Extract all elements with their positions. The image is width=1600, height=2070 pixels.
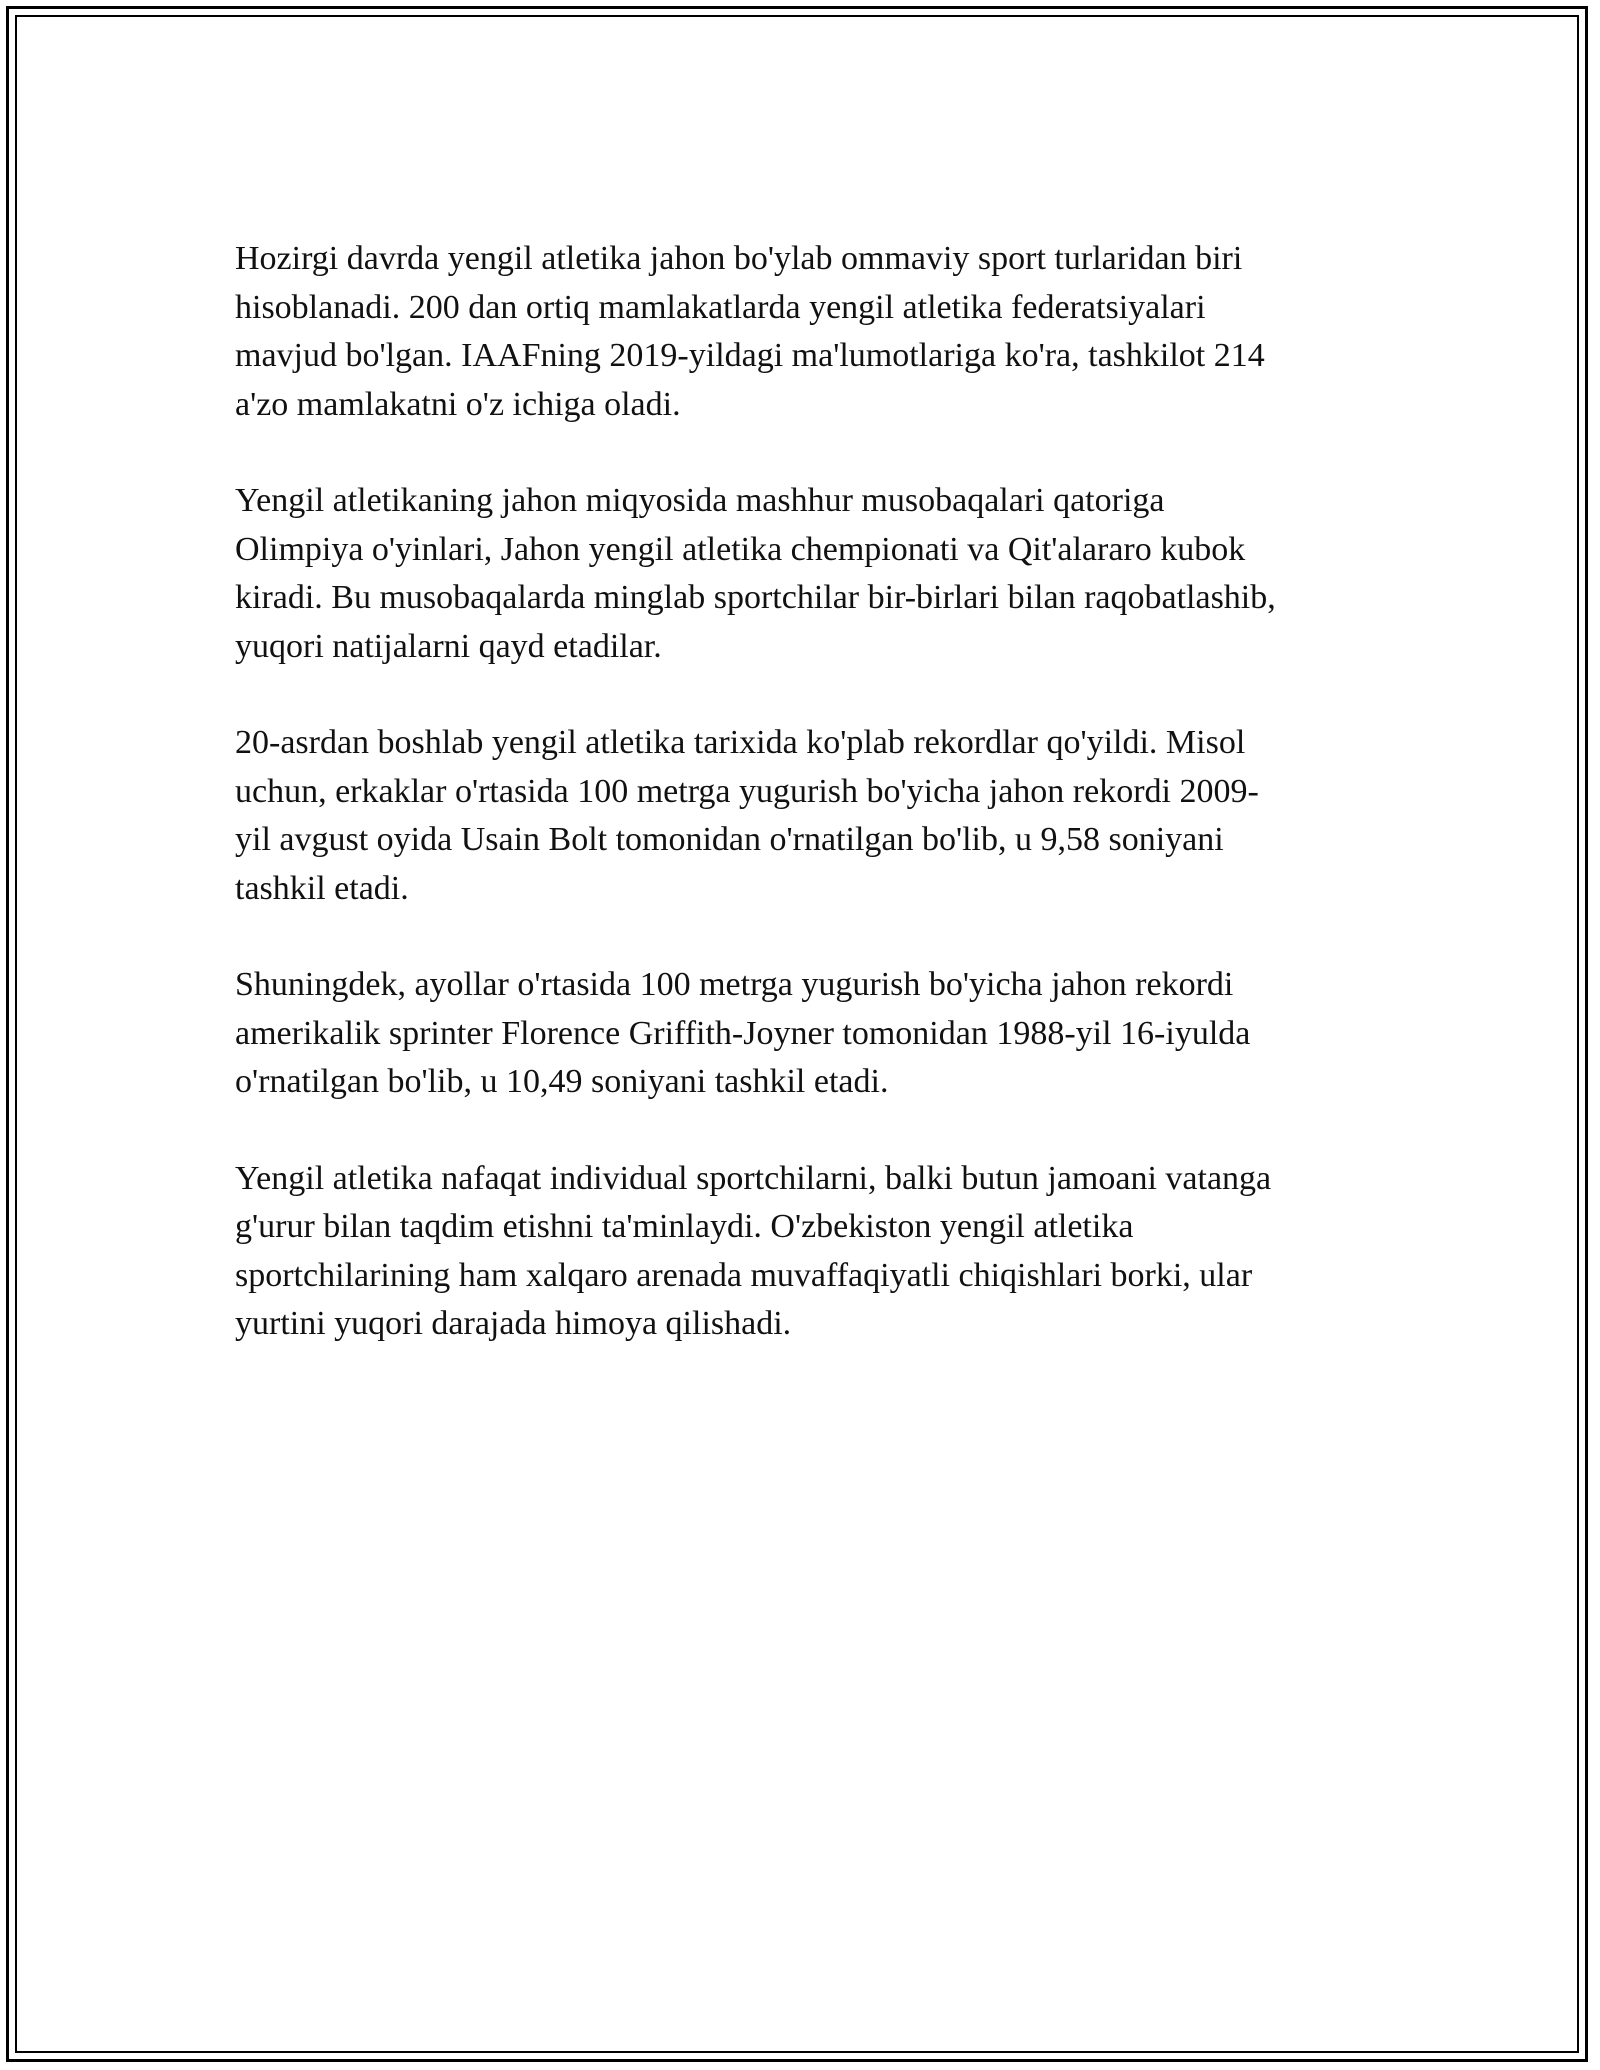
paragraph-1: Hozirgi davrda yengil atletika jahon bo'ylab ommaviy sport turlaridan biri hisoblanadi. 200 dan ortiq mamlakatlarda yengil atletika federatsiyalari mavjud bo'lgan. IAAFning 2019-yildagi ma'lumotlariga ko'ra, tashkilot 214 a'zo mamlakatni o'z ichiga oladi. [235, 240, 1265, 423]
document-body [235, 235, 1365, 1397]
paragraph-5: Yengil atletika nafaqat individual sportchilarni, balki butun jamoani vatanga g'urur bilan taqdim etishni ta'minlaydi. O'zbekiston yengil atletika sportchilarining ham xalqaro arenada muvaffaqiyatli chiqishlari borki, ular yurtini yuqori darajada himoya qilishadi. [235, 1159, 1272, 1342]
paragraph-3: 20-asrdan boshlab yengil atletika tarixida ko'plab rekordlar qo'yildi. Misol uchun, erkaklar o'rtasida 100 metrga yugurish bo'yicha jahon rekordi 2009- yil avgust oyida Usain Bolt tomonidan o'rnatilgan bo'lib, u 9,58 soniyani tashkil etadi. [235, 724, 1259, 907]
paragraph-2: Yengil atletikaning jahon miqyosida mashhur musobaqalari qatoriga Olimpiya o'yinlari, Jahon yengil atletika chempionati va Qit'alararo kubok kiradi. Bu musobaqalarda minglab sportchilar bir-birlari bilan raqobatlashib, yuqori natijalarni qayd etadilar. [235, 482, 1276, 665]
paragraph-4: Shuningdek, ayollar o'rtasida 100 metrga yugurish bo'yicha jahon rekordi amerikalik sprinter Florence Griffith-Joyner tomonidan 1988-yil 16-iyulda o'rnatilgan bo'lib, u 10,49 soniyani tashkil etadi. [235, 966, 1251, 1100]
